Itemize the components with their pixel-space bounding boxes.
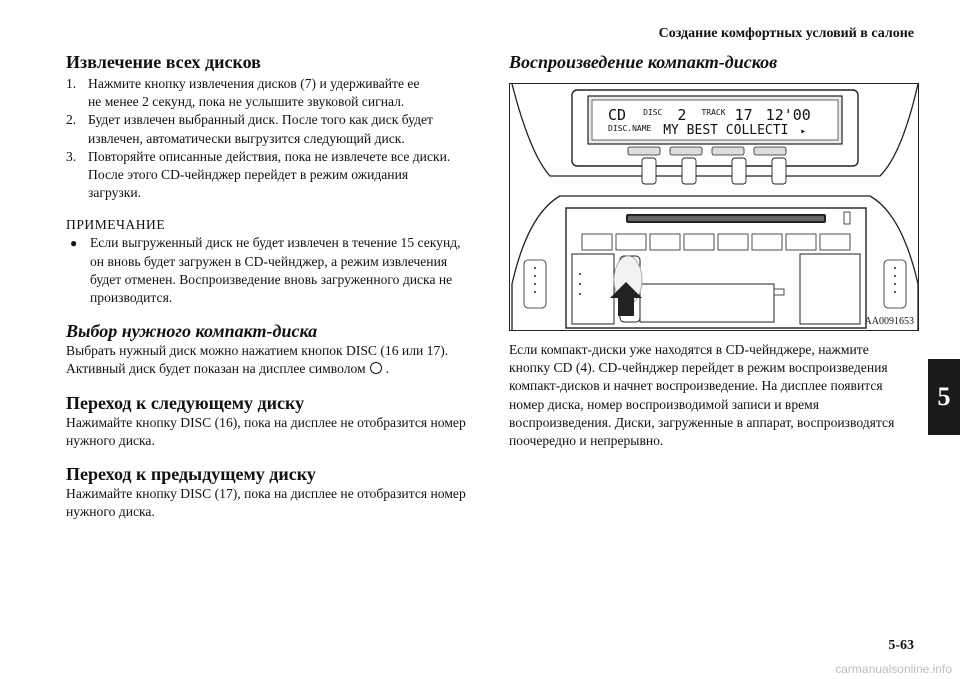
body-line: кнопку CD (4). CD-чейнджер перейдет в режим воспроизведения — [509, 360, 888, 376]
right-column — [509, 52, 919, 450]
left-column — [66, 52, 478, 521]
cd-changer-illustration — [509, 83, 919, 331]
body-line: Нажимайте кнопку DISC (17), пока на дисплее не отобразится номер — [66, 486, 466, 502]
display-disc-name: MY BEST COLLECTI — [663, 123, 789, 138]
note-line: он вновь будет загружен в CD-чейнджер, а режим извлечения — [90, 253, 448, 269]
step-item — [66, 111, 478, 147]
body-line-end: . — [385, 361, 390, 377]
body-line: компакт-дисков и начнет воспроизведение. На дисплее появится — [509, 378, 883, 394]
select-disc-text — [66, 342, 478, 378]
chapter-tab: 5 — [928, 359, 960, 435]
display-name-label: DISC.NAME — [608, 124, 652, 133]
section-title-select-disc: Выбор нужного компакт-диска — [66, 321, 318, 342]
step-line: извлечен, автоматически выгрузится следующий диск. — [88, 130, 405, 146]
body-line: Активный диск будет показан на дисплее символом — [66, 361, 366, 377]
eject-steps — [66, 75, 478, 202]
display-disc-number: 2 — [677, 106, 687, 124]
body-line: нужного диска. — [66, 504, 155, 520]
step-item — [66, 75, 478, 111]
step-number: 2. — [66, 112, 77, 128]
bullet-icon: ● — [70, 236, 78, 251]
display-time: 12'00 — [765, 106, 811, 124]
note-line: Если выгруженный диск не будет извлечен в течение 15 секунд, — [90, 235, 461, 251]
display-cd: CD — [608, 106, 627, 124]
section-title-eject-all: Извлечение всех дисков — [66, 52, 261, 72]
step-text — [88, 75, 420, 111]
body-line: воспроизведения. Диски, загруженные в аппарат, воспроизводятся — [509, 414, 895, 430]
note-heading: ПРИМЕЧАНИЕ — [66, 217, 166, 233]
body-line: поочередно и непрерывно. — [509, 433, 664, 449]
body-line: Если компакт-диски уже находятся в CD-чейнджере, нажмите — [509, 342, 869, 357]
section-title-cd-playback: Воспроизведение компакт-дисков — [509, 52, 778, 72]
prev-disc-text — [66, 485, 478, 521]
step-item — [66, 148, 478, 203]
note-text — [90, 234, 461, 307]
display-disc-label: DISC — [643, 108, 663, 117]
section-title-next-disc: Переход к следующему диску — [66, 392, 305, 413]
note-line: производится. — [90, 290, 173, 306]
step-line: Нажмите кнопку извлечения дисков (7) и удерживайте ее — [88, 76, 420, 91]
step-number: 3. — [66, 148, 77, 164]
display-arrow-icon: ▸ — [800, 126, 807, 137]
running-header: Создание комфортных условий в салоне — [658, 26, 914, 41]
note-item — [66, 234, 478, 307]
step-text — [88, 111, 433, 147]
display-track-number: 17 — [734, 106, 753, 124]
cd-playback-text — [509, 341, 919, 450]
display-track-label: TRACK — [701, 108, 726, 117]
next-disc-text — [66, 414, 478, 450]
body-line: нужного диска. — [66, 432, 155, 448]
figure-id: AA0091653 — [864, 316, 914, 327]
body-line: Нажимайте кнопку DISC (16), пока на дисплее не отобразится номер — [66, 414, 466, 430]
section-title-prev-disc: Переход к предыдущему диску — [66, 464, 316, 485]
active-disc-circle-icon — [370, 362, 382, 374]
step-text — [88, 148, 450, 203]
watermark: carmanualsonline.info — [835, 662, 952, 676]
step-line: загрузки. — [88, 185, 142, 201]
step-number: 1. — [66, 76, 77, 91]
page-number: 5-63 — [888, 638, 914, 653]
step-line: После этого CD-чейнджер перейдет в режим ожидания — [88, 167, 409, 183]
display-line-2 — [608, 121, 806, 139]
body-line: Выбрать нужный диск можно нажатием кнопок DISC (16 или 17). — [66, 343, 449, 359]
step-line: не менее 2 секунд, пока не услышите звуковой сигнал. — [88, 94, 405, 110]
step-line: Повторяйте описанные действия, пока не извлечете все диски. — [88, 148, 451, 164]
step-line: Будет извлечен выбранный диск. После того как диск будет — [88, 112, 433, 128]
note-line: будет отменен. Воспроизведение вновь загруженного диска не — [90, 271, 453, 287]
body-line: номер диска, номер воспроизводимой записи и время — [509, 396, 820, 412]
